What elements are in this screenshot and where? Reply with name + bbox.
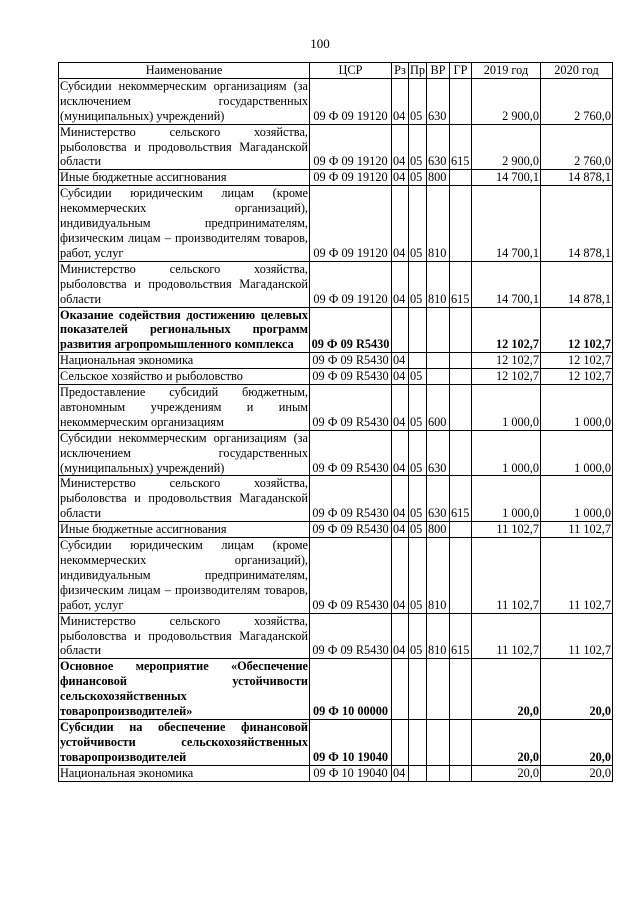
cell-vr [427, 765, 450, 781]
cell-rz: 04 [392, 385, 409, 431]
table-row [59, 186, 613, 262]
table-row [59, 78, 613, 124]
cell-vr [427, 369, 450, 385]
cell-pr: 05 [409, 124, 427, 170]
cell-vr: 630 [427, 430, 450, 476]
cell-rz [392, 719, 409, 765]
cell-csr: 09 Ф 09 R5430 [310, 353, 392, 369]
cell-name: Иные бюджетные ассигнования [59, 170, 310, 186]
cell-pr: 05 [409, 369, 427, 385]
table-row [59, 522, 613, 538]
cell-2019: 1 000,0 [472, 476, 541, 522]
cell-2020: 1 000,0 [541, 385, 613, 431]
cell-2020: 2 760,0 [541, 124, 613, 170]
cell-name: Министерство сельского хозяйства, рыболовства и продовольствия Магаданской области [60, 261, 308, 306]
cell-name: Субсидии юридическим лицам (кроме некоммерческих организаций), индивидуальным предпринимателям, физическим лицам – производителям товаров, работ, услуг [60, 186, 308, 260]
cell-2019: 11 102,7 [472, 522, 541, 538]
header-csr: ЦСР [310, 63, 392, 79]
cell-2019: 12 102,7 [472, 353, 541, 369]
cell-csr: 09 Ф 09 R5430 [310, 369, 392, 385]
cell-gr: 615 [450, 476, 472, 522]
cell-name: Национальная экономика [59, 353, 310, 369]
cell-pr: 05 [409, 522, 427, 538]
cell-2019: 2 900,0 [472, 78, 541, 124]
cell-name: Субсидии на обеспечение финансовой устойчивости сельскохозяйственных товаропроизводителей [60, 719, 308, 764]
cell-csr: 09 Ф 09 19120 [310, 124, 392, 170]
cell-name: Сельское хозяйство и рыболовство [59, 369, 310, 385]
cell-pr [409, 765, 427, 781]
cell-rz: 04 [392, 522, 409, 538]
cell-rz [392, 659, 409, 720]
header-rz: Рз [392, 63, 409, 79]
table-row [59, 476, 613, 522]
cell-csr: 09 Ф 09 R5430 [310, 522, 392, 538]
cell-gr [450, 430, 472, 476]
cell-vr: 800 [427, 170, 450, 186]
cell-csr: 09 Ф 09 R5430 [310, 307, 392, 353]
cell-csr: 09 Ф 09 R5430 [310, 476, 392, 522]
cell-2019: 20,0 [472, 765, 541, 781]
table-row [59, 538, 613, 614]
cell-2020: 12 102,7 [541, 307, 613, 353]
cell-csr: 09 Ф 10 00000 [310, 659, 392, 720]
cell-csr: 09 Ф 10 19040 [310, 719, 392, 765]
cell-2020: 2 760,0 [541, 78, 613, 124]
cell-vr [427, 353, 450, 369]
cell-gr [450, 522, 472, 538]
header-2019: 2019 год [472, 63, 541, 79]
cell-vr: 810 [427, 538, 450, 614]
cell-rz: 04 [392, 186, 409, 262]
cell-2020: 14 878,1 [541, 261, 613, 307]
cell-rz: 04 [392, 613, 409, 659]
cell-vr: 630 [427, 78, 450, 124]
cell-rz: 04 [392, 261, 409, 307]
cell-gr [450, 719, 472, 765]
cell-2019: 11 102,7 [472, 538, 541, 614]
cell-name: Субсидии некоммерческим организациям (за исключением государственных (муниципальных) учреждений) [60, 78, 308, 123]
table-row [59, 261, 613, 307]
cell-gr [450, 307, 472, 353]
cell-rz: 04 [392, 353, 409, 369]
cell-name: Министерство сельского хозяйства, рыболовства и продовольствия Магаданской области [60, 613, 308, 658]
cell-csr: 09 Ф 10 19040 [310, 765, 392, 781]
cell-2019: 12 102,7 [472, 307, 541, 353]
cell-csr: 09 Ф 09 R5430 [310, 613, 392, 659]
header-name: Наименование [59, 63, 310, 79]
cell-2020: 20,0 [541, 765, 613, 781]
cell-2019: 1 000,0 [472, 385, 541, 431]
cell-rz: 04 [392, 78, 409, 124]
cell-2020: 11 102,7 [541, 538, 613, 614]
cell-2020: 1 000,0 [541, 476, 613, 522]
cell-pr: 05 [409, 538, 427, 614]
cell-pr: 05 [409, 261, 427, 307]
cell-2020: 20,0 [541, 719, 613, 765]
cell-2019: 20,0 [472, 719, 541, 765]
cell-pr: 05 [409, 476, 427, 522]
cell-vr: 630 [427, 476, 450, 522]
cell-rz: 04 [392, 170, 409, 186]
cell-vr: 810 [427, 186, 450, 262]
cell-name: Субсидии некоммерческим организациям (за исключением государственных (муниципальных) учреждений) [60, 430, 308, 475]
table-row [59, 430, 613, 476]
cell-csr: 09 Ф 09 R5430 [310, 385, 392, 431]
cell-vr: 630 [427, 124, 450, 170]
table-row [59, 353, 613, 369]
cell-rz: 04 [392, 765, 409, 781]
cell-name: Национальная экономика [59, 765, 310, 781]
cell-2020: 14 878,1 [541, 186, 613, 262]
cell-vr [427, 659, 450, 720]
cell-vr: 810 [427, 613, 450, 659]
cell-name: Основное мероприятие «Обеспечение финансовой устойчивости сельскохозяйственных товаропроизводителей» [60, 659, 308, 719]
cell-pr: 05 [409, 613, 427, 659]
table-row [59, 170, 613, 186]
cell-2019: 14 700,1 [472, 170, 541, 186]
cell-vr: 800 [427, 522, 450, 538]
header-2020: 2020 год [541, 63, 613, 79]
cell-gr [450, 170, 472, 186]
cell-2020: 12 102,7 [541, 369, 613, 385]
cell-2019: 20,0 [472, 659, 541, 720]
cell-2019: 2 900,0 [472, 124, 541, 170]
cell-gr: 615 [450, 613, 472, 659]
cell-name: Субсидии юридическим лицам (кроме некоммерческих организаций), индивидуальным предпринимателям, физическим лицам – производителям товаров, работ, услуг [60, 538, 308, 612]
cell-2020: 20,0 [541, 659, 613, 720]
cell-rz: 04 [392, 124, 409, 170]
cell-vr: 600 [427, 385, 450, 431]
table-row [59, 124, 613, 170]
cell-gr: 615 [450, 261, 472, 307]
table-row [59, 613, 613, 659]
cell-gr [450, 369, 472, 385]
header-row [59, 63, 613, 79]
cell-pr: 05 [409, 186, 427, 262]
page-number: 100 [310, 36, 330, 51]
cell-rz [392, 307, 409, 353]
cell-gr [450, 659, 472, 720]
cell-name: Иные бюджетные ассигнования [59, 522, 310, 538]
cell-2020: 12 102,7 [541, 353, 613, 369]
cell-pr: 05 [409, 78, 427, 124]
cell-pr: 05 [409, 430, 427, 476]
cell-rz: 04 [392, 430, 409, 476]
cell-name: Предоставление субсидий бюджетным, автономным учреждениям и иным некоммерческим организациям [60, 385, 308, 429]
cell-pr [409, 307, 427, 353]
cell-gr [450, 78, 472, 124]
cell-2020: 1 000,0 [541, 430, 613, 476]
table-row [59, 719, 613, 765]
cell-csr: 09 Ф 09 19120 [310, 78, 392, 124]
cell-gr [450, 385, 472, 431]
cell-2020: 11 102,7 [541, 613, 613, 659]
cell-pr: 05 [409, 385, 427, 431]
header-vr: ВР [427, 63, 450, 79]
cell-vr: 810 [427, 261, 450, 307]
cell-gr [450, 186, 472, 262]
cell-csr: 09 Ф 09 19120 [310, 186, 392, 262]
cell-pr: 05 [409, 170, 427, 186]
table-row [59, 765, 613, 781]
cell-csr: 09 Ф 09 19120 [310, 170, 392, 186]
cell-name: Министерство сельского хозяйства, рыболовства и продовольствия Магаданской области [60, 476, 308, 521]
table-row [59, 307, 613, 353]
cell-2019: 12 102,7 [472, 369, 541, 385]
table-row [59, 659, 613, 720]
cell-2020: 14 878,1 [541, 170, 613, 186]
cell-gr [450, 765, 472, 781]
cell-gr: 615 [450, 124, 472, 170]
cell-pr [409, 353, 427, 369]
cell-csr: 09 Ф 09 R5430 [310, 538, 392, 614]
cell-pr [409, 719, 427, 765]
cell-vr [427, 719, 450, 765]
budget-table [58, 62, 613, 782]
cell-rz: 04 [392, 369, 409, 385]
cell-rz: 04 [392, 538, 409, 614]
cell-2019: 14 700,1 [472, 261, 541, 307]
table-row [59, 369, 613, 385]
cell-gr [450, 353, 472, 369]
cell-2019: 1 000,0 [472, 430, 541, 476]
cell-2019: 14 700,1 [472, 186, 541, 262]
cell-csr: 09 Ф 09 19120 [310, 261, 392, 307]
header-pr: Пр [410, 63, 426, 77]
cell-2020: 11 102,7 [541, 522, 613, 538]
cell-2019: 11 102,7 [472, 613, 541, 659]
cell-vr [427, 307, 450, 353]
cell-rz: 04 [392, 476, 409, 522]
cell-csr: 09 Ф 09 R5430 [310, 430, 392, 476]
cell-pr [409, 659, 427, 720]
cell-name: Оказание содействия достижению целевых показателей региональных программ развития агропромышленного комплекса [60, 307, 308, 352]
table-row [59, 385, 613, 431]
cell-gr [450, 538, 472, 614]
cell-name: Министерство сельского хозяйства, рыболовства и продовольствия Магаданской области [60, 124, 308, 169]
header-gr: ГР [450, 63, 472, 79]
